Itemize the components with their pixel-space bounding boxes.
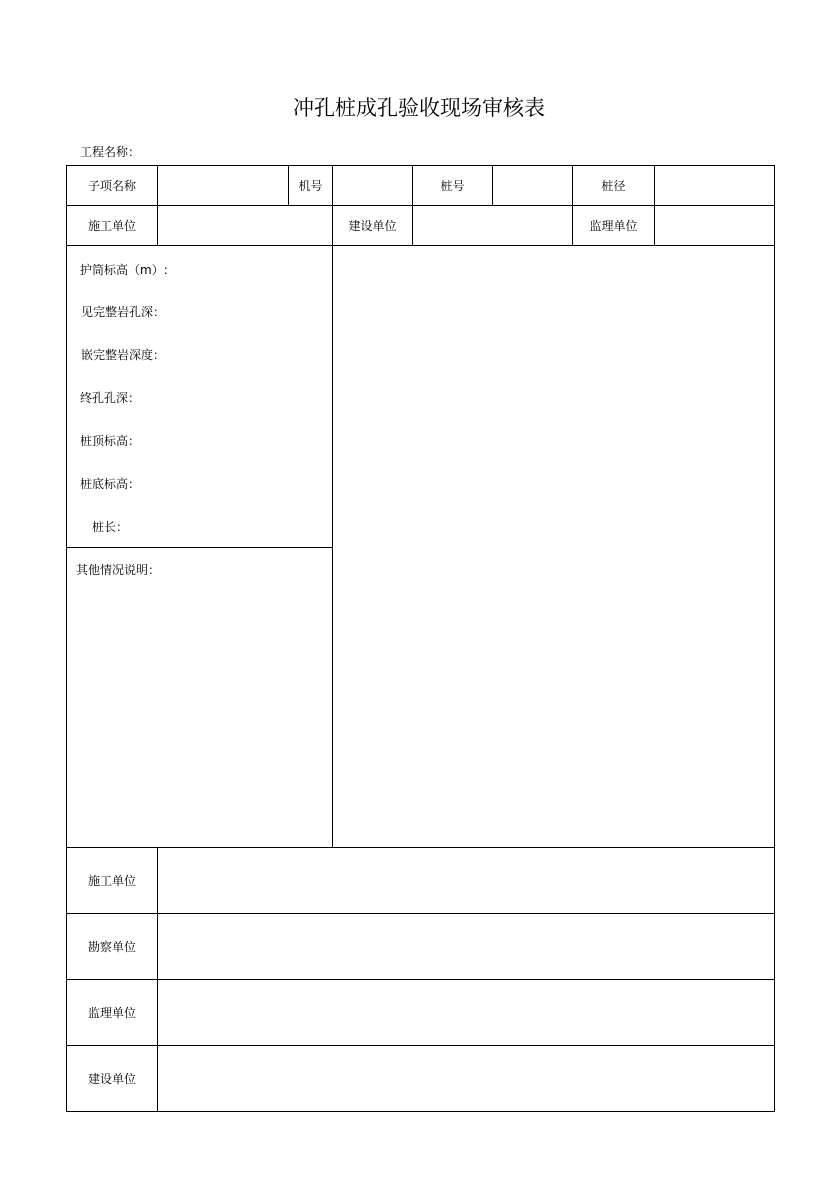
measurement-rock-embed-depth: 嵌完整岩深度： [81,348,166,362]
owner-unit-field[interactable] [412,205,573,246]
project-name-label: 工程名称： [80,145,141,159]
signoff-owner-field[interactable] [157,1045,775,1112]
signoff-supervision-field[interactable] [157,979,775,1046]
signoff-survey-label: 勘察单位 [66,913,158,980]
supervision-unit-label: 监理单位 [572,205,655,246]
measurement-pile-length: 桩长： [92,520,129,534]
sub-item-label: 子项名称 [66,165,158,206]
measurement-casing-elevation: 护筒标高（m）: [80,263,168,277]
measurement-rock-hole-depth: 见完整岩孔深： [81,305,166,319]
signoff-owner-label: 建设单位 [66,1045,158,1112]
page-title: 冲孔桩成孔验收现场审核表 [293,96,545,120]
sketch-area[interactable] [332,245,775,848]
other-notes-label: 其他情况说明： [76,563,161,577]
owner-unit-label: 建设单位 [332,205,413,246]
signoff-survey-field[interactable] [157,913,775,980]
other-notes-panel[interactable] [66,547,333,848]
pile-no-field[interactable] [492,165,573,206]
sub-item-field[interactable] [157,165,289,206]
measurement-pile-top-elevation: 桩顶标高： [80,434,141,448]
construction-unit-label: 施工单位 [66,205,158,246]
measurement-final-hole-depth: 终孔孔深： [80,391,141,405]
pile-no-label: 桩号 [412,165,493,206]
signoff-supervision-label: 监理单位 [66,979,158,1046]
pile-diameter-label: 桩径 [572,165,655,206]
supervision-unit-field[interactable] [654,205,775,246]
signoff-construction-field[interactable] [157,847,775,914]
signoff-construction-label: 施工单位 [66,847,158,914]
machine-no-label: 机号 [288,165,333,206]
machine-no-field[interactable] [332,165,413,206]
construction-unit-field[interactable] [157,205,333,246]
measurement-pile-bottom-elevation: 桩底标高： [80,477,141,491]
pile-diameter-field[interactable] [654,165,775,206]
